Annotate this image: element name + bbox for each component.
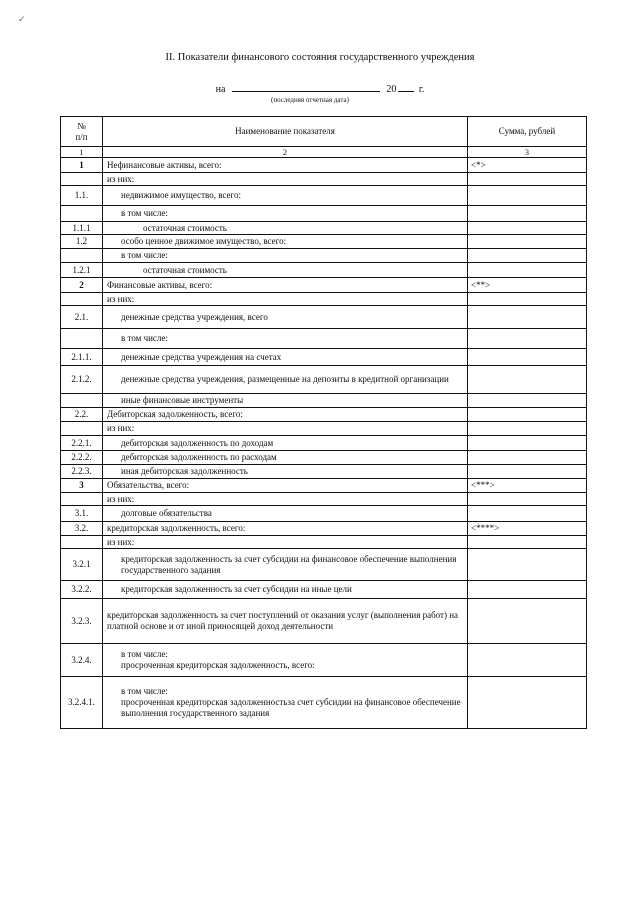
date-line [0,82,640,95]
row-number: 3.2.3. [61,599,103,644]
indicator-name: в том числе: просроченная кредиторская задолженностьза счет субсидии на финансовое обеспечение выполнения государственного задания [103,677,468,729]
row-number [61,249,103,263]
table-row [61,249,587,263]
indicator-name: особо ценное движимое имущество, всего: [103,235,468,249]
amount-cell [468,173,587,186]
table-row [61,436,587,451]
table-row [61,677,587,729]
amount-cell [468,422,587,436]
indicator-name: остаточная стоимость [103,263,468,278]
amount-cell [468,493,587,506]
amount-cell [468,349,587,366]
amount-cell [468,581,587,599]
row-number [61,206,103,222]
indicator-name: из них: [103,293,468,306]
table-row [61,306,587,329]
amount-cell: <***> [468,479,587,493]
table-row [61,479,587,493]
amount-cell [468,206,587,222]
row-number: 2.1.2. [61,366,103,394]
table-row [61,263,587,278]
date-suffix: г. [418,84,425,95]
amount-cell [468,366,587,394]
row-number: 2.1.1. [61,349,103,366]
amount-cell [468,599,587,644]
colnum-3: 3 [468,147,587,158]
row-number: 1.2 [61,235,103,249]
row-number [61,173,103,186]
amount-cell [468,451,587,465]
indicator-name: в том числе: [103,329,468,349]
amount-cell [468,506,587,522]
amount-cell [468,677,587,729]
table-row [61,422,587,436]
amount-cell [468,293,587,306]
column-number-row [61,147,587,158]
amount-cell: <*> [468,158,587,173]
table-row [61,599,587,644]
row-number: 3 [61,479,103,493]
indicator-name: Обязательства, всего: [103,479,468,493]
indicator-name: в том числе: [103,249,468,263]
amount-cell [468,306,587,329]
table-row [61,394,587,408]
table-row [61,581,587,599]
row-number: 3.2.4. [61,644,103,677]
amount-cell: <****> [468,522,587,536]
amount-cell [468,549,587,581]
indicator-name: кредиторская задолженность за счет субсидии на финансовое обеспечение выполнения государственного задания [103,549,468,581]
year-prefix: 20 [386,84,397,95]
row-number [61,394,103,408]
colnum-1: 1 [61,147,103,158]
row-number: 2 [61,278,103,293]
indicator-name: дебиторская задолженность по доходам [103,436,468,451]
table-row [61,522,587,536]
table-row [61,408,587,422]
table-row [61,293,587,306]
indicator-name: кредиторская задолженность за счет поступлений от оказания услуг (выполнения работ) на платной основе и от иной приносящей доход деятельности [103,599,468,644]
amount-cell [468,408,587,422]
table-row [61,186,587,206]
colnum-2: 2 [103,147,468,158]
indicators-table [60,116,587,729]
row-number [61,329,103,349]
table-row [61,493,587,506]
amount-cell [468,644,587,677]
indicator-name: Дебиторская задолженность, всего: [103,408,468,422]
table-row [61,173,587,186]
header-sum: Сумма, рублей [468,117,587,147]
amount-cell: <**> [468,278,587,293]
table-row [61,465,587,479]
header-number: № п/п [61,117,103,147]
table-row [61,451,587,465]
table-row [61,366,587,394]
table-row [61,644,587,677]
indicator-name: Нефинансовые активы, всего: [103,158,468,173]
section-title: II. Показатели финансового состояния государственного учреждения [165,52,475,63]
row-number [61,293,103,306]
amount-cell [468,235,587,249]
row-number: 1 [61,158,103,173]
indicator-name: остаточная стоимость [103,222,468,235]
date-note: (последняя отчетная дата) [271,96,349,104]
row-number: 2.2.3. [61,465,103,479]
row-number: 2.2.1. [61,436,103,451]
amount-cell [468,536,587,549]
indicator-name: иная дебиторская задолженность [103,465,468,479]
indicator-name: денежные средства учреждения, размещенные на депозиты в кредитной организации [103,366,468,394]
indicator-name: денежные средства учреждения, всего [103,306,468,329]
amount-cell [468,263,587,278]
amount-cell [468,222,587,235]
indicator-name: из них: [103,536,468,549]
table-row [61,222,587,235]
indicator-name: из них: [103,173,468,186]
table-header-row [61,117,587,147]
row-number: 1.2.1 [61,263,103,278]
table-row [61,278,587,293]
indicator-name: иные финансовые инструменты [103,394,468,408]
indicator-name: кредиторская задолженность за счет субсидии на иные цели [103,581,468,599]
indicator-name: дебиторская задолженность по расходам [103,451,468,465]
indicator-name: в том числе: [103,206,468,222]
indicator-name: из них: [103,422,468,436]
table-row [61,506,587,522]
header-name: Наименование показателя [103,117,468,147]
row-number [61,493,103,506]
indicator-name: из них: [103,493,468,506]
row-number: 2.2. [61,408,103,422]
indicator-name: денежные средства учреждения на счетах [103,349,468,366]
row-number: 1.1.1 [61,222,103,235]
table-row [61,158,587,173]
row-number: 3.2. [61,522,103,536]
table-row [61,235,587,249]
corner-mark: ✓ [18,14,26,24]
row-number: 2.2.2. [61,451,103,465]
indicator-name: кредиторская задолженность, всего: [103,522,468,536]
table-row [61,536,587,549]
indicator-name: Финансовые активы, всего: [103,278,468,293]
amount-cell [468,394,587,408]
indicator-name: долговые обязательства [103,506,468,522]
table-row [61,206,587,222]
amount-cell [468,249,587,263]
row-number [61,536,103,549]
row-number: 3.2.4.1. [61,677,103,729]
amount-cell [468,465,587,479]
date-blank [232,82,380,92]
row-number: 2.1. [61,306,103,329]
indicator-name: недвижимое имущество, всего: [103,186,468,206]
table-row [61,349,587,366]
date-prefix: на [215,84,226,95]
row-number: 3.1. [61,506,103,522]
row-number: 3.2.2. [61,581,103,599]
year-blank [398,82,414,92]
amount-cell [468,329,587,349]
table-row [61,329,587,349]
amount-cell [468,186,587,206]
row-number: 3.2.1 [61,549,103,581]
indicator-name: в том числе: просроченная кредиторская задолженность, всего: [103,644,468,677]
amount-cell [468,436,587,451]
row-number: 1.1. [61,186,103,206]
row-number [61,422,103,436]
table-row [61,549,587,581]
